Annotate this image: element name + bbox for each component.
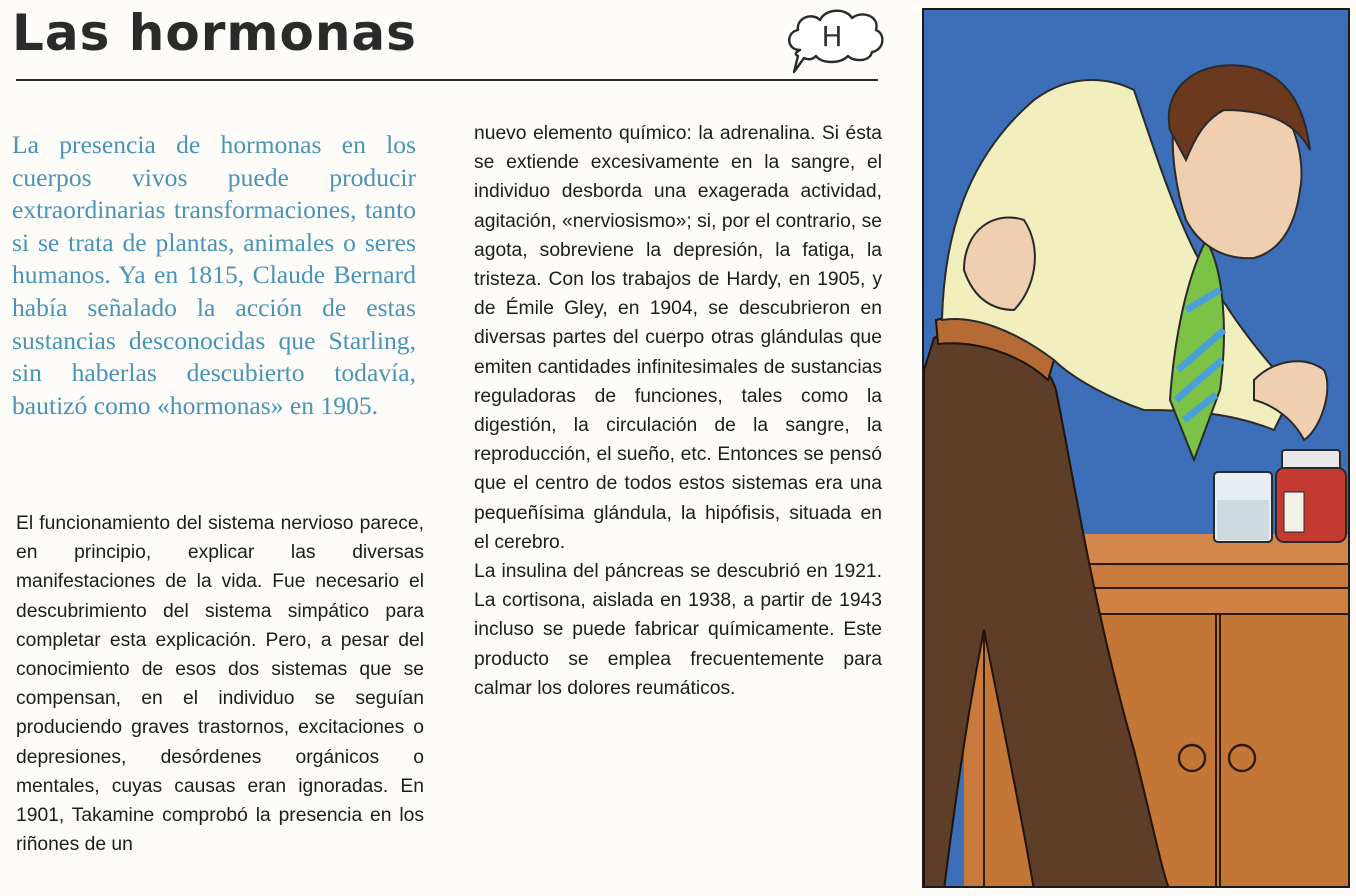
thought-cloud-icon — [782, 6, 888, 76]
page-title: Las hormonas — [12, 4, 417, 62]
body-column-left — [16, 509, 424, 859]
body-paragraph: nuevo elemento químico: la adrenalina. Si ésta se extiende excesivamente en la sangre, el individuo desborda una exagerada actividad, agitación, «nerviosismo»; si, por el contrario, se agota, sobreviene la depresión, la fatiga, la tristeza. Con los trabajos de Hardy, en 1905, y de Émile Gley, en 1904, se descubrieron en diversas partes del cuerpo otras glándulas que emiten cantidades infinitesimales de sustancias reguladoras de funciones, tales como la digestión, la circulación de la sangre, la reproducción, el sueño, etc. Entonces se pensó que el centro de todos estos sistemas era una pequeñísima glándula, la hipófisis, situada en el cerebro. — [474, 123, 882, 553]
pill-jar-icon — [1276, 450, 1346, 542]
body-column-right — [474, 119, 882, 703]
man-illustration — [924, 10, 1350, 888]
water-glass-icon — [1214, 472, 1272, 542]
section-letter: H — [821, 20, 843, 53]
intro-paragraph: La presencia de hormonas en los cuerpos vivos puede producir extraordinarias transformaciones, tanto si se trata de plantas, animales o seres humanos. Ya en 1815, Claude Bernard había señalado la acción de estas sustancias desconocidas que Starling, sin haberlas descubierto todavía, bautizó como «hormonas» en 1905. — [12, 130, 416, 420]
title-divider — [16, 79, 878, 81]
body-paragraph: La insulina del páncreas se descubrió en 1921. La cortisona, aislada en 1938, a partir de 1943 incluso se puede fabricar químicamente. Este producto se emplea frecuentemente para calmar los dolores reumáticos. — [474, 561, 882, 699]
illustration-panel — [922, 8, 1350, 888]
body-paragraph: El funcionamiento del sistema nervioso parece, en principio, explicar las diversas manifestaciones de la vida. Fue necesario el descubrimiento del sistema simpático para completar esta explicación. Pero, a pesar del conocimiento de esos dos sistemas que se compensan, en el individuo se seguían produciendo graves trastornos, excitaciones o depresiones, desórdenes orgánicos o mentales, cuyas causas eran ignoradas. En 1901, Takamine comprobó la presencia en los riñones de un — [16, 513, 424, 856]
